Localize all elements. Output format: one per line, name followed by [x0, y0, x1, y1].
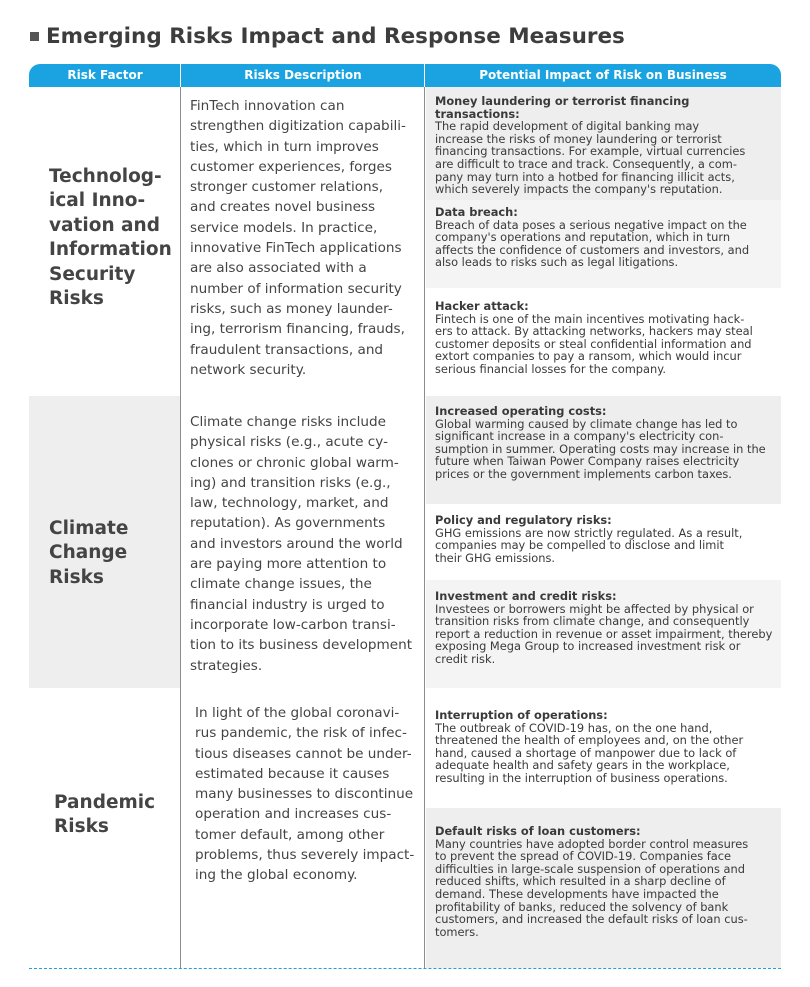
impact-cell: [426, 808, 781, 968]
impact-cell: [426, 580, 781, 688]
header-divider: [424, 64, 425, 87]
column-divider: [424, 87, 425, 968]
risk-description: FinTech innovation can strengthen digitization capabili- ties, which in turn improves customer experiences, forges stronger customer relations, and creates novel business service models. In practice, innovative FinTech applications are also associated with a number of information security risks, such as money launder- ing, terrorism financing, frauds, fraudulent transactions, and network security.: [190, 98, 406, 378]
header-risks-description: Risks Description: [244, 68, 362, 82]
risk-factor-label: Technolog- ical Inno- vation and Information Security Risks: [49, 166, 172, 310]
table-bottom-rule: [29, 968, 781, 969]
page-title: [30, 20, 625, 52]
impact-text: Fintech is one of the main incentives motivating hack- ers to attack. By attacking networks, hackers may steal customer deposits or steal confidential information and extort companies to pay a ransom, which would incur serious financial losses for the company.: [435, 311, 753, 376]
impact-text: The rapid development of digital banking may increase the risks of money laundering or terrorist financing transactions. For example, virtual currencies are difficult to trace and track. Consequently, a com- pany may turn into a hotbed for financing illicit acts, which severely impacts the company's reputation.: [435, 119, 746, 197]
impact-title: Increased operating costs:: [435, 404, 607, 418]
header-divider: [180, 64, 181, 87]
column-divider: [180, 87, 181, 968]
title-bullet-icon: [30, 32, 39, 41]
page-title-text: Emerging Risks Impact and Response Measures: [46, 23, 625, 49]
impact-title: Interruption of operations:: [435, 708, 608, 722]
table-header: [29, 64, 781, 87]
impact-title: Data breach:: [435, 205, 518, 219]
impact-title: Default risks of loan customers:: [435, 824, 641, 838]
header-risk-factor: Risk Factor: [67, 68, 143, 82]
header-potential-impact: Potential Impact of Risk on Business: [479, 68, 727, 82]
impact-text: The outbreak of COVID-19 has, on the one hand, threatened the health of employees and, on the other hand, caused a shortage of manpower due to lack of adequate health and safety gears in the workplace, resulting in the interruption of business operations.: [435, 720, 744, 785]
impact-text: Global warming caused by climate change has led to significant increase in a company's electricity con- sumption in summer. Operating costs may increase in the future when Taiwan Power Company raises electricity prices or the government implements carbon taxes.: [435, 416, 766, 481]
impact-cell: [426, 688, 781, 808]
impact-cell: [426, 288, 781, 396]
risk-factor-label: Pandemic Risks: [54, 792, 156, 838]
risk-factor-label: Climate Change Risks: [49, 518, 129, 588]
impact-cell: [426, 200, 781, 288]
risk-description: Climate change risks include physical risks (e.g., acute cy- clones or chronic global warm- ing) and transition risks (e.g., law, technology, market, and reputation). As governments and investors around the world are paying more attention to climate change issues, the financial industry is urged to incorporate low-carbon transi- tion to its business development strategies.: [190, 414, 413, 674]
impact-title: Money laundering or terrorist financing transactions:: [435, 94, 690, 121]
impact-cell: [426, 504, 781, 580]
impact-title: Policy and regulatory risks:: [435, 513, 612, 527]
impact-cell: [426, 87, 781, 200]
impact-text: Many countries have adopted border control measures to prevent the spread of COVID-19. Companies face difficulties in large-scale suspension of operations and reduced shifts, which resulted in a sharp decline of demand. These developments have impacted the profitability of banks, reduced the solvency of bank customers, and increased the default risks of loan cus- tomers.: [435, 836, 749, 939]
risk-description: In light of the global coronavi- rus pandemic, the risk of infec- tious diseases cannot be under- estimated because it causes many businesses to discontinue operation and increases cus- tomer default, among other problems, thus severely impact- ing the global economy.: [195, 705, 415, 884]
impact-text: Investees or borrowers might be affected by physical or transition risks from climate change, and consequently report a reduction in revenue or asset impairment, thereby exposing Mega Group to increased investment risk or credit risk.: [435, 601, 773, 666]
impact-text: GHG emissions are now strictly regulated. As a result, companies may be compelled to disclose and limit their GHG emissions.: [435, 525, 743, 565]
impact-text: Breach of data poses a serious negative impact on the company's operations and reputation, which in turn affects the confidence of customers and investors, and also leads to risks such as legal litigations.: [435, 217, 750, 270]
impact-title: Hacker attack:: [435, 299, 529, 313]
impact-title: Investment and credit risks:: [435, 589, 617, 603]
impact-cell: [426, 396, 781, 504]
